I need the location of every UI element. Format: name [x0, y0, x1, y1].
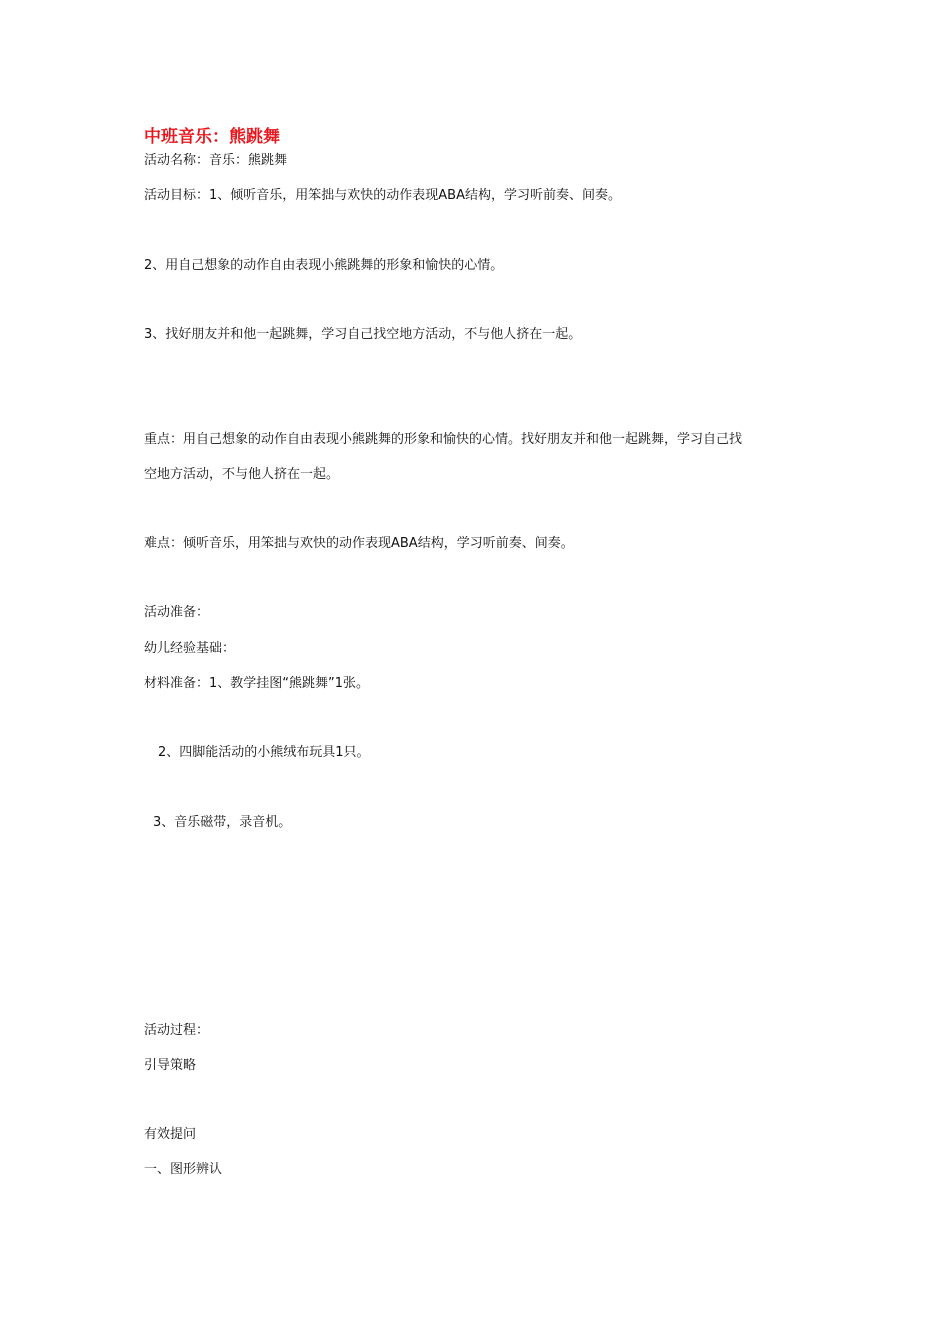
- preparation-heading: 活动准备：: [144, 605, 210, 620]
- effective-questions: 有效提问: [144, 1127, 197, 1142]
- experience-basis: 幼儿经验基础：: [144, 641, 236, 656]
- key-point-line-1: 重点：用自己想象的动作自由表现小熊跳舞的形象和愉快的心情。找好朋友并和他一起跳舞，学习自己找: [144, 432, 743, 447]
- material-2: 2、四脚能活动的小熊绒布玩具1只。: [158, 745, 370, 760]
- guidance-strategy: 引导策略: [144, 1058, 197, 1073]
- goal-1: 活动目标：1、倾听音乐，用笨拙与欢快的动作表现ABA结构，学习听前奏、间奏。: [144, 188, 621, 203]
- key-point-line-2: 空地方活动，不与他人挤在一起。: [144, 467, 340, 482]
- process-heading: 活动过程：: [144, 1023, 210, 1038]
- activity-name: 活动名称：音乐：熊跳舞: [144, 153, 288, 168]
- goal-2: 2、用自己想象的动作自由表现小熊跳舞的形象和愉快的心情。: [144, 258, 504, 273]
- difficulty: 难点：倾听音乐，用笨拙与欢快的动作表现ABA结构，学习听前奏、间奏。: [144, 536, 574, 551]
- material-3: 3、音乐磁带，录音机。: [153, 815, 292, 830]
- goal-3: 3、找好朋友并和他一起跳舞，学习自己找空地方活动，不与他人挤在一起。: [144, 327, 582, 342]
- page-title: 中班音乐：熊跳舞: [144, 127, 280, 147]
- section-1-heading: 一、图形辨认: [144, 1162, 223, 1177]
- material-1: 材料准备：1、教学挂图“熊跳舞”1张。: [144, 676, 370, 691]
